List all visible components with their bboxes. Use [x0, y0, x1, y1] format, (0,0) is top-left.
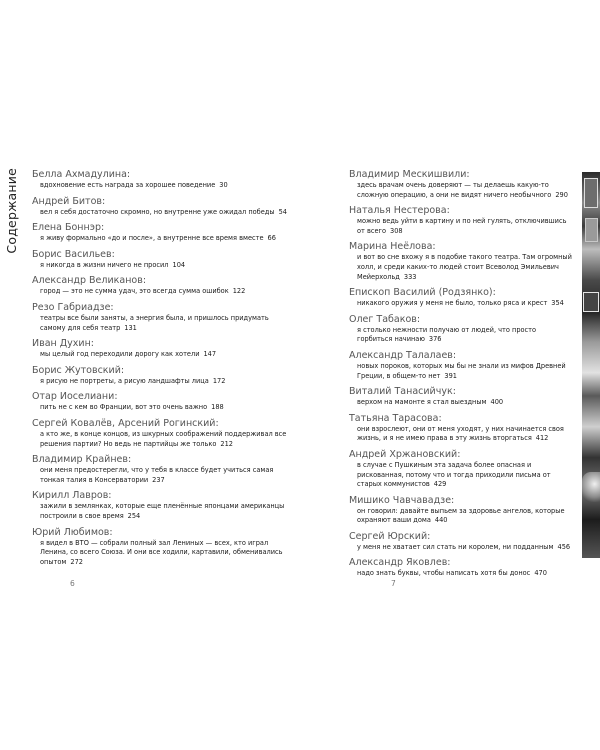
entry-page-number: 354 [551, 299, 564, 308]
entry-quote-text: он говорил: давайте выпьем за здоровье ангелов, которые охраняют ваши дома [357, 506, 565, 525]
entry-page-number: 122 [232, 287, 246, 296]
entry-author: Виталий Танасийчук: [349, 386, 456, 398]
entry-quote-text: а кто же, в конце концов, из шкурных соображений поддерживал все решения партии? Но ведь не партийцы же только [40, 429, 287, 448]
contents-title-vertical [0, 168, 26, 254]
contents-entry [32, 365, 302, 387]
entry-author: Олег Табаков: [349, 313, 421, 325]
entry-page-number: 290 [555, 190, 568, 199]
entry-quote-text: пить не с кем во Франции, вот это очень важно [40, 403, 208, 412]
icon-frame-image [585, 218, 598, 242]
contents-entry [349, 241, 579, 282]
entry-quote-text: вдохновение есть награда за хорошее поведение [40, 181, 216, 189]
entry-page-number: 272 [70, 557, 83, 566]
entry-page-number: 188 [211, 403, 224, 412]
entry-page-number: 440 [434, 516, 448, 525]
entry-quote-text: город — это не сумма удач, это всегда сумма ошибок [40, 287, 229, 296]
entry-quote [349, 217, 579, 236]
entry-quote [32, 350, 302, 360]
contents-entry [32, 490, 302, 521]
entry-quote-text: и вот во сне вхожу я в подобие такого театра. Там огромный холл, и среди каких-то людей стоит Всеволод Эмильевич Мейерхольд [357, 253, 572, 281]
contents-entry [349, 413, 579, 444]
contents-entry [32, 302, 302, 333]
entry-page-number: 30 [219, 181, 228, 189]
entry-quote [349, 507, 579, 526]
entry-author: Мишико Чавчавадзе: [349, 494, 455, 506]
entry-quote-text: в случае с Пушкиным эта задача более опасная и рискованная, потому что и тогда приходили письма от старых коммунистов [357, 460, 551, 489]
entry-quote-text: верхом на мамонте я стал выездным [357, 398, 487, 407]
entry-author: Епископ Василий (Родзянко): [349, 287, 496, 299]
entry-page-number: 147 [203, 350, 217, 359]
entry-page-number: 400 [490, 398, 504, 407]
left-page-contents [32, 169, 302, 572]
contents-entry [32, 169, 302, 191]
icon-frame-image [584, 178, 598, 208]
page-number-left: 6 [70, 579, 75, 588]
entry-author: Наталья Нестерова: [349, 205, 450, 217]
entry-page-number: 254 [127, 511, 141, 520]
entry-quote [32, 502, 302, 521]
entry-quote-text: они меня предостерегли, что у тебя в классе будет учиться самая тонкая талия в Консерватории [40, 466, 274, 484]
entry-author: Отар Иоселиани: [32, 391, 118, 403]
entry-quote [32, 261, 302, 271]
entry-author: Резо Габриадзе: [32, 301, 114, 313]
contents-entry [349, 205, 579, 236]
contents-entry [32, 275, 302, 297]
entry-quote-text: они взрослеют, они от меня уходят, у них начинается своя жизнь, и я не имею права в эту жизнь вторгаться [357, 424, 564, 443]
entry-quote-text: я столько нежности получаю от людей, что просто горбиться начинаю [357, 325, 537, 344]
icon-frame-image [583, 292, 599, 312]
right-page-contents [349, 169, 579, 584]
entry-author: Марина Неёлова: [349, 241, 436, 253]
entry-page-number: 131 [124, 323, 137, 332]
contents-entry [32, 418, 302, 449]
contents-entry [32, 249, 302, 271]
entry-quote-text: я рисую не портреты, а рисую ландшафты лица [40, 376, 209, 385]
contents-entry [32, 527, 302, 568]
entry-quote [349, 326, 579, 345]
entry-quote [32, 403, 302, 413]
entry-quote-text: я видел в ВТО — собрали полный зал Лениных — всех, кто играл Ленина, со всего Союза. И они все ходили, картавили, обменивались опытом [40, 538, 283, 566]
entry-author: Александр Талалаев: [349, 349, 457, 361]
entry-page-number: 66 [267, 234, 276, 243]
entry-author: Юрий Любимов: [32, 526, 113, 538]
entry-author: Александр Яковлев: [349, 557, 451, 569]
contents-entry [349, 169, 579, 200]
contents-entry [349, 449, 579, 490]
contents-entry [349, 557, 579, 579]
page-number-right: 7 [391, 579, 396, 588]
entry-quote [32, 466, 302, 485]
entry-author: Сергей Ковалёв, Арсений Рогинский: [32, 417, 219, 429]
entry-quote [349, 569, 579, 579]
entry-author: Борис Жутовский: [32, 364, 125, 376]
entry-quote-text: здесь врачам очень доверяют — ты делаешь какую-то сложную операцию, а они не видят ничего необычного [357, 181, 552, 199]
entry-quote [32, 430, 302, 449]
entry-author: Владимир Крайнев: [32, 454, 132, 466]
entry-page-number: 470 [534, 569, 547, 578]
entry-quote [32, 181, 302, 191]
entry-quote-text: зажили в землянках, которые еще пленённые японцами американцы построили в свое время [40, 502, 285, 520]
contents-entry [349, 531, 579, 553]
entry-quote-text: мы целый год переходили дорогу как хотели [40, 350, 200, 359]
entry-page-number: 429 [433, 480, 447, 489]
entry-author: Елена Боннэр: [32, 222, 105, 234]
entry-quote-text: можно ведь уйти в картину и по ней гулять, отключившись от всего [357, 217, 567, 235]
entry-quote [32, 377, 302, 387]
entry-quote [349, 362, 579, 381]
contents-entry [349, 350, 579, 381]
contents-entry [32, 391, 302, 413]
entry-page-number: 412 [535, 434, 549, 443]
contents-title: Содержание [4, 168, 19, 254]
entry-quote [32, 539, 302, 568]
entry-quote [32, 234, 302, 244]
entry-page-number: 237 [152, 475, 165, 484]
entry-quote-text: новых пороков, которых мы бы не знали из мифов Древней Греции, в общем-то нет [357, 361, 566, 380]
contents-entry [349, 495, 579, 526]
entry-quote [349, 253, 579, 282]
entry-quote [349, 425, 579, 444]
entry-quote-text: надо знать буквы, чтобы написать хотя бы донос [357, 569, 531, 578]
entry-page-number: 456 [557, 542, 571, 551]
entry-author: Андрей Хржановский: [349, 448, 461, 460]
entry-quote [32, 314, 302, 333]
entry-quote [32, 287, 302, 297]
entry-quote [349, 299, 579, 309]
entry-author: Борис Васильев: [32, 248, 115, 260]
entry-quote-text: театры все были заняты, а энергия была, и пришлось придумать самому для себя театр [40, 313, 269, 332]
entry-author: Белла Ахмадулина: [32, 169, 131, 180]
entry-page-number: 376 [428, 335, 442, 344]
entry-quote [349, 181, 579, 200]
contents-entry [349, 386, 579, 408]
entry-page-number: 172 [212, 376, 226, 385]
entry-page-number: 333 [403, 272, 417, 281]
entry-author: Андрей Битов: [32, 195, 106, 207]
entry-page-number: 308 [390, 226, 403, 235]
photo-strip [582, 172, 600, 558]
entry-quote [32, 208, 302, 218]
contents-entry [32, 338, 302, 360]
contents-entry [32, 196, 302, 218]
contents-entry [349, 314, 579, 345]
entry-page-number: 212 [220, 439, 233, 448]
entry-quote [349, 398, 579, 408]
entry-quote [349, 461, 579, 490]
contents-entry [32, 222, 302, 244]
entry-author: Иван Духин: [32, 338, 95, 350]
entry-page-number: 54 [278, 207, 287, 216]
entry-author: Александр Великанов: [32, 275, 147, 287]
entry-quote-text: у меня не хватает сил стать ни королем, ни подданным [357, 542, 554, 551]
entry-author: Татьяна Тарасова: [349, 412, 442, 424]
contents-entry [32, 454, 302, 485]
contents-entry [349, 287, 579, 309]
entry-author: Владимир Мескишвили: [349, 169, 470, 180]
entry-quote-text: никакого оружия у меня не было, только ряса и крест [357, 299, 548, 308]
entry-quote-text: я живу формально «до и после», а внутренне все время вместе [40, 234, 264, 243]
entry-quote [349, 543, 579, 553]
entry-author: Сергей Юрский: [349, 530, 431, 542]
entry-author: Кирилл Лавров: [32, 490, 112, 502]
entry-quote-text: я никогда в жизни ничего не просил [40, 260, 169, 269]
entry-quote-text: вел я себя достаточно скромно, но внутренне уже ожидал победы [40, 207, 275, 216]
entry-page-number: 104 [172, 260, 186, 269]
entry-page-number: 391 [444, 371, 457, 380]
globe-image [582, 472, 600, 502]
